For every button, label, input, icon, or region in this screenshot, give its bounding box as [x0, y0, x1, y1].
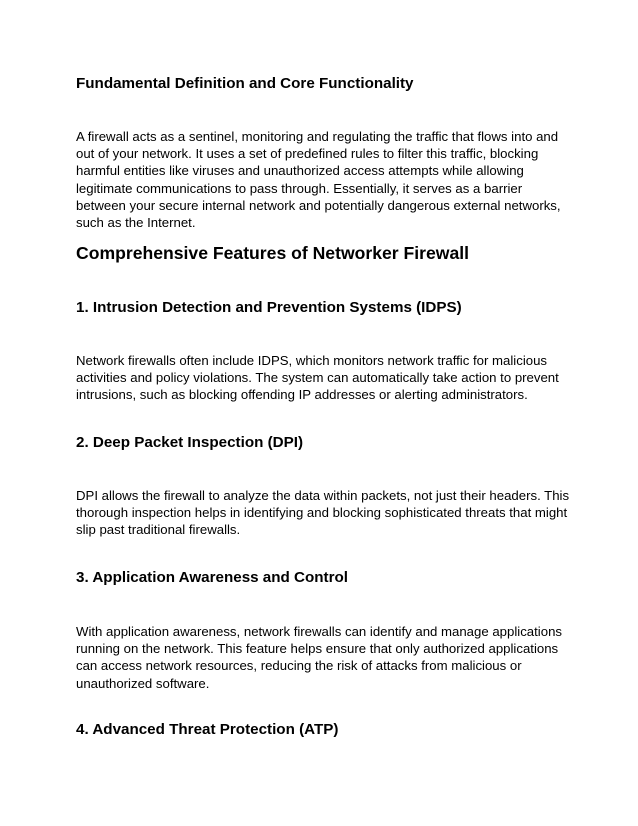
feature-3-title: 3. Application Awareness and Control [76, 569, 349, 586]
feature-2-title: 2. Deep Packet Inspection (DPI) [76, 434, 304, 451]
feature-1-title: 1. Intrusion Detection and Prevention Systems (IDPS) [76, 299, 462, 316]
feature-1-body: Network firewalls often include IDPS, which monitors network traffic for malicious activities and policy violations. The system can automatically take action to prevent intrusions, such as blocking offending IP addresses or alerting administrators. [76, 353, 559, 403]
feature-4-title: 4. Advanced Threat Protection (ATP) [76, 721, 339, 738]
intro-paragraph: A firewall acts as a sentinel, monitoring and regulating the traffic that flows into and out of your network. It uses a set of predefined rules to filter this traffic, blocking harmful entities like viruses and unauthorized access attempts while allowing legitimate communications to pass through. Essentially, it serves as a barrier between your secure internal network and potentially dangerous external networks, such as the Internet. [76, 129, 561, 231]
section-title: Fundamental Definition and Core Functionality [76, 75, 414, 92]
feature-3-body: With application awareness, network firewalls can identify and manage applications running on the network. This feature helps ensure that only authorized applications can access network resources, reducing the risk of attacks from malicious or unauthorized software. [76, 624, 562, 691]
feature-2-body: DPI allows the firewall to analyze the data within packets, not just their headers. This thorough inspection helps in identifying and blocking sophisticated threats that might slip past traditional firewalls. [76, 488, 570, 538]
features-heading: Comprehensive Features of Networker Firewall [76, 243, 470, 263]
